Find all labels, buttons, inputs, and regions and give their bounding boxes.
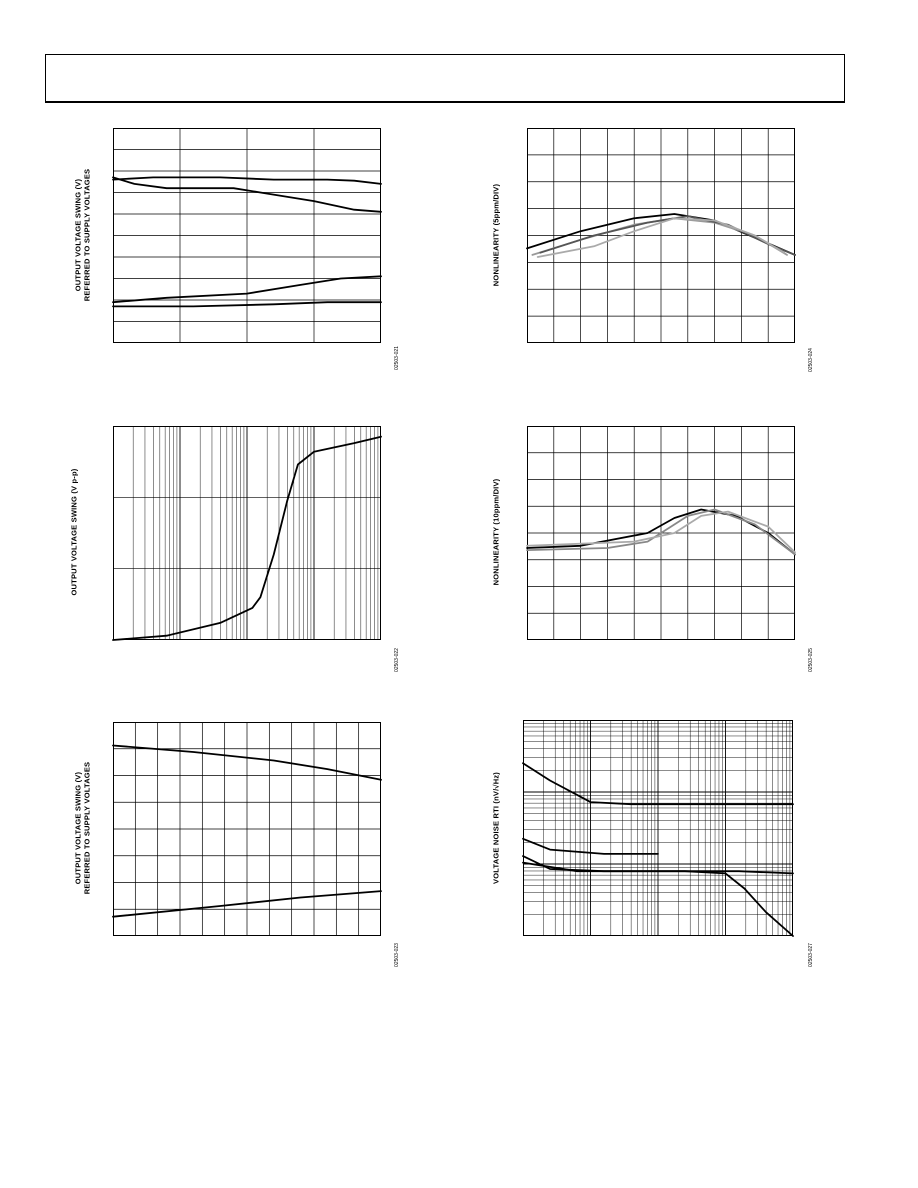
chart-c3-plot [113,426,381,640]
chart-c6-ylabel: VOLTAGE NOISE RTI (nV/√Hz) [491,772,501,884]
chart-c5-plot [113,722,381,936]
chart-c5-ylabel: OUTPUT VOLTAGE SWING (V) REFERRED TO SUPPLY VOLTAGES [73,761,91,895]
chart-c3-figure-id: 02503-022 [394,648,400,672]
chart-c4-figure-id: 02503-025 [808,648,814,672]
chart-c5-figure-id: 02503-023 [394,943,400,967]
chart-c2-plot [527,128,795,343]
page-header-box [45,54,845,103]
chart-c1-ylabel: OUTPUT VOLTAGE SWING (V) REFERRED TO SUPPLY VOLTAGES [73,168,91,302]
chart-c4-plot [527,426,795,640]
chart-c3-ylabel: OUTPUT VOLTAGE SWING (V p-p) [69,468,79,596]
chart-c1-plot [113,128,381,343]
chart-c6-plot [523,720,793,936]
chart-c2-figure-id: 02503-024 [808,348,814,372]
chart-c1-figure-id: 02503-021 [394,346,400,370]
chart-c4-ylabel: NONLINEARITY (10ppm/DIV) [491,478,501,586]
chart-c2-ylabel: NONLINEARITY (5ppm/DIV) [491,183,501,287]
chart-c6-figure-id: 02503-027 [808,943,814,967]
